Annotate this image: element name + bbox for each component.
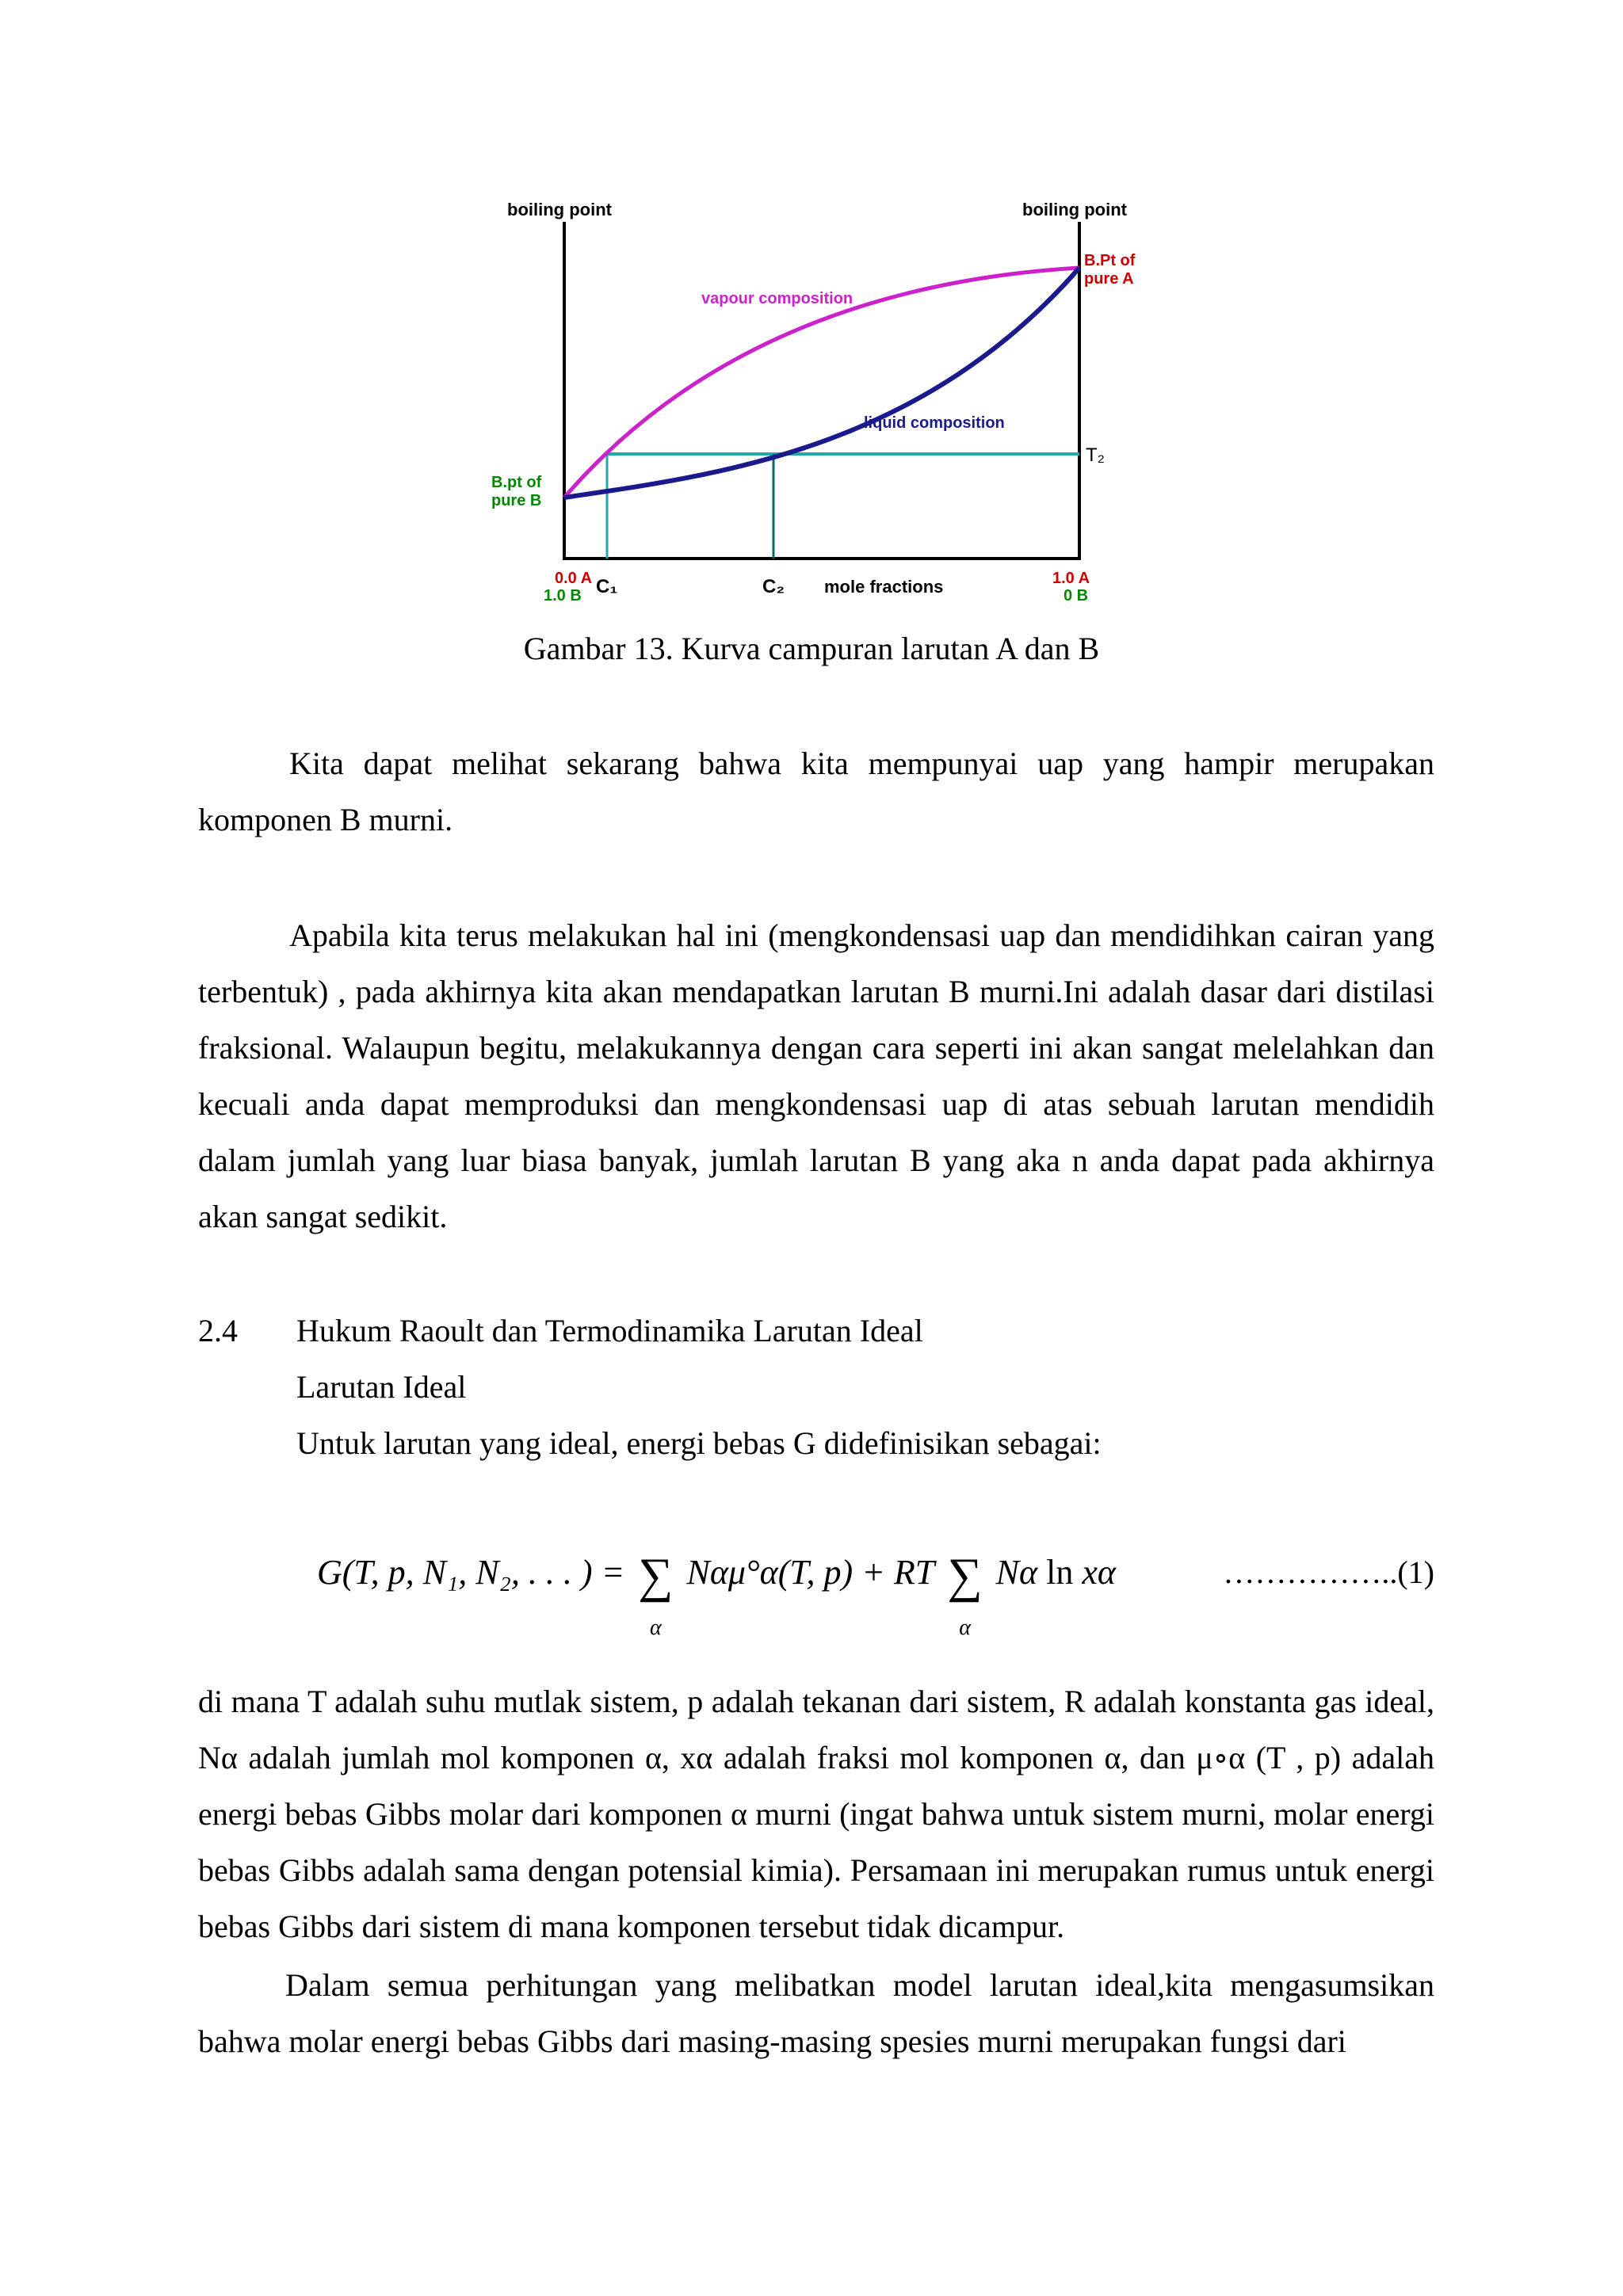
figure-svg bbox=[475, 190, 1173, 618]
equation-term-1: Nαμ°α(T, p) + RT bbox=[686, 1553, 934, 1592]
paragraph-3: di mana T adalah suhu mutlak sistem, p adalah tekanan dari sistem, R adalah konstanta gas ideal, Nα adalah jumlah mol komponen α, xα adalah fraksi mol komponen α, dan μ∘α (T , p) adalah energi bebas Gibbs molar dari komponen α murni (ingat bahwa untuk sistem murni, molar energi bebas Gibbs adalah sama dengan potensial kimia). Persamaan ini merupakan rumus untuk energi bebas Gibbs dari sistem di mana komponen tersebut tidak dicampur. bbox=[198, 1684, 1434, 1944]
section-title: Hukum Raoult dan Termodinamika Larutan Ideal bbox=[296, 1313, 923, 1348]
right-axis-b-label: 0 B bbox=[1064, 587, 1089, 605]
boiling-point-right-label: boiling point bbox=[1022, 200, 1127, 219]
c2-label: C₂ bbox=[762, 576, 785, 597]
equation-ln: ln bbox=[1046, 1553, 1074, 1592]
mole-fractions-label: mole fractions bbox=[824, 577, 944, 597]
paragraph-4: Dalam semua perhitungan yang melibatkan model larutan ideal,kita mengasumsikan bahwa molar energi bebas Gibbs dari masing-masing spesies murni merupakan fungsi dari bbox=[198, 1967, 1434, 2059]
paragraph-2: Apabila kita terus melakukan hal ini (mengkondensasi uap dan mendidihkan cairan yang terbentuk) , pada akhirnya kita akan mendapatkan larutan B murni.Ini adalah dasar dari distilasi fraksional. Walaupun begitu, melakukannya dengan cara seperti ini akan sangat melelahkan dan kecuali anda dapat memproduksi dan mengkondensasi uap di atas sebuah larutan mendidih dalam jumlah yang luar biasa banyak, jumlah larutan B yang aka n anda dapat pada akhirnya akan sangat sedikit. bbox=[198, 917, 1434, 1234]
bp-pure-a-line1: B.Pt of bbox=[1084, 252, 1136, 269]
equation-term-2b: xα bbox=[1082, 1553, 1116, 1592]
subsection-title: Larutan Ideal bbox=[296, 1369, 467, 1405]
bp-pure-b-line1: B.pt of bbox=[491, 474, 542, 491]
sum-symbol-2: ∑ α bbox=[947, 1540, 982, 1611]
equation-term-2a: Nα bbox=[995, 1553, 1038, 1592]
vapour-composition-label: vapour composition bbox=[701, 290, 854, 307]
sum-2-subscript: α bbox=[959, 1615, 971, 1640]
left-axis-b-label: 1.0 B bbox=[544, 587, 582, 605]
section-number: 2.4 bbox=[198, 1313, 238, 1348]
c1-label: C₁ bbox=[596, 576, 618, 597]
liquid-composition-label: liquid composition bbox=[864, 414, 1005, 432]
paragraph-1: Kita dapat melihat sekarang bahwa kita mempunyai uap yang hampir merupakan komponen B murni. bbox=[198, 746, 1434, 837]
right-axis-a-label: 1.0 A bbox=[1052, 570, 1090, 587]
t2-label: T₂ bbox=[1086, 444, 1105, 466]
sum-1-subscript: α bbox=[650, 1615, 662, 1640]
bp-pure-a-line2: pure A bbox=[1084, 270, 1134, 288]
equation-number: ……………..(1) bbox=[1223, 1554, 1434, 1590]
boiling-point-left-label: boiling point bbox=[507, 200, 612, 219]
section-intro: Untuk larutan yang ideal, energi bebas G didefinisikan sebagai: bbox=[296, 1425, 1102, 1461]
boiling-point-composition-figure bbox=[475, 190, 1173, 618]
left-axis-a-label: 0.0 A bbox=[555, 570, 593, 587]
equation-lhs: G(T, p, N₁, N₂, . . . ) = bbox=[317, 1553, 625, 1592]
equation-body bbox=[317, 1537, 1116, 1640]
bp-pure-b-line2: pure B bbox=[491, 492, 542, 509]
figure-caption: Gambar 13. Kurva campuran larutan A dan B bbox=[523, 631, 1100, 666]
equation-1 bbox=[317, 1537, 1466, 1640]
sum-symbol-1: ∑ α bbox=[638, 1540, 673, 1611]
